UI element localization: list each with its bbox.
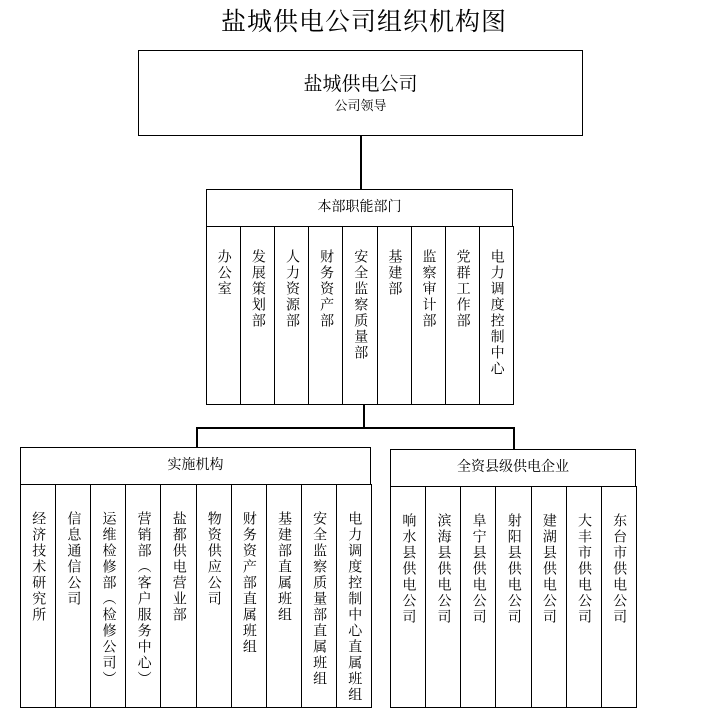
impl-unit-box bbox=[55, 484, 92, 708]
impl-unit-label: 电力调度控制中心直属班组 bbox=[346, 511, 363, 703]
county-unit-box bbox=[460, 486, 497, 708]
impl-unit-label: 安全监察质量部直属班组 bbox=[311, 511, 328, 687]
county-unit-label: 大丰市供电公司 bbox=[576, 513, 593, 625]
impl-unit-label: 信息通信公司 bbox=[65, 511, 82, 607]
impl-unit-label: 营销部（客户服务中心） bbox=[135, 511, 152, 687]
county-unit-box bbox=[601, 486, 638, 708]
impl-unit-box bbox=[266, 484, 303, 708]
hq-dept-box bbox=[274, 226, 310, 405]
impl-unit-box bbox=[301, 484, 338, 708]
hq-dept-box bbox=[445, 226, 481, 405]
impl-unit-box bbox=[196, 484, 233, 708]
hq-dept-box bbox=[206, 226, 242, 405]
county-unit-box bbox=[390, 486, 427, 708]
impl-unit-label: 经济技术研究所 bbox=[30, 511, 47, 623]
hq-dept-label: 电力调度控制中心 bbox=[488, 249, 505, 377]
county-unit-label: 射阳县供电公司 bbox=[505, 513, 522, 625]
county-unit-box bbox=[566, 486, 603, 708]
county-header: 全资县级供电企业 bbox=[390, 449, 636, 487]
top-company-sub: 公司领导 bbox=[334, 99, 387, 114]
impl-header: 实施机构 bbox=[20, 447, 371, 485]
impl-unit-box bbox=[125, 484, 162, 708]
county-unit-label: 建湖县供电公司 bbox=[540, 513, 557, 625]
impl-unit-label: 物资供应公司 bbox=[205, 511, 222, 607]
connector-county bbox=[513, 427, 515, 450]
impl-unit-box bbox=[90, 484, 127, 708]
connector-horizontal bbox=[196, 427, 514, 429]
hq-dept-box bbox=[308, 226, 344, 405]
impl-unit-box bbox=[336, 484, 373, 708]
impl-unit-label: 财务资产部直属班组 bbox=[240, 511, 257, 655]
impl-unit-label: 盐都供电营业部 bbox=[170, 511, 187, 623]
impl-unit-box bbox=[160, 484, 197, 708]
impl-unit-box bbox=[20, 484, 57, 708]
county-unit-label: 阜宁县供电公司 bbox=[470, 513, 487, 625]
impl-unit-box bbox=[231, 484, 268, 708]
hq-dept-label: 基建部 bbox=[386, 249, 403, 297]
hq-dept-label: 党群工作部 bbox=[454, 249, 471, 329]
connector-top-hq bbox=[360, 136, 362, 189]
county-unit-box bbox=[531, 486, 568, 708]
hq-dept-box bbox=[342, 226, 378, 405]
county-unit-label: 东台市供电公司 bbox=[611, 513, 628, 625]
hq-dept-label: 安全监察质量部 bbox=[352, 249, 369, 361]
hq-dept-label: 监察审计部 bbox=[420, 249, 437, 329]
page-title: 盐城供电公司组织机构图 bbox=[220, 7, 507, 36]
county-unit-box bbox=[425, 486, 462, 708]
hq-dept-label: 财务资产部 bbox=[318, 249, 335, 329]
connector-hq-down bbox=[363, 404, 365, 428]
hq-dept-label: 办公室 bbox=[215, 249, 232, 297]
top-company-box bbox=[138, 50, 583, 136]
top-company-name: 盐城供电公司 bbox=[303, 73, 418, 95]
hq-dept-box bbox=[377, 226, 413, 405]
impl-unit-label: 基建部直属班组 bbox=[275, 511, 292, 623]
hq-dept-box bbox=[411, 226, 447, 405]
county-unit-label: 滨海县供电公司 bbox=[435, 513, 452, 625]
hq-dept-label: 发展策划部 bbox=[249, 249, 266, 329]
connector-impl bbox=[196, 427, 198, 448]
hq-dept-box bbox=[240, 226, 276, 405]
county-unit-box bbox=[495, 486, 532, 708]
county-unit-label: 响水县供电公司 bbox=[400, 513, 417, 625]
hq-dept-label: 人力资源部 bbox=[284, 249, 301, 329]
impl-unit-label: 运维检修部（检修公司） bbox=[100, 511, 117, 687]
hq-header: 本部职能部门 bbox=[206, 189, 513, 227]
hq-dept-box bbox=[479, 226, 515, 405]
